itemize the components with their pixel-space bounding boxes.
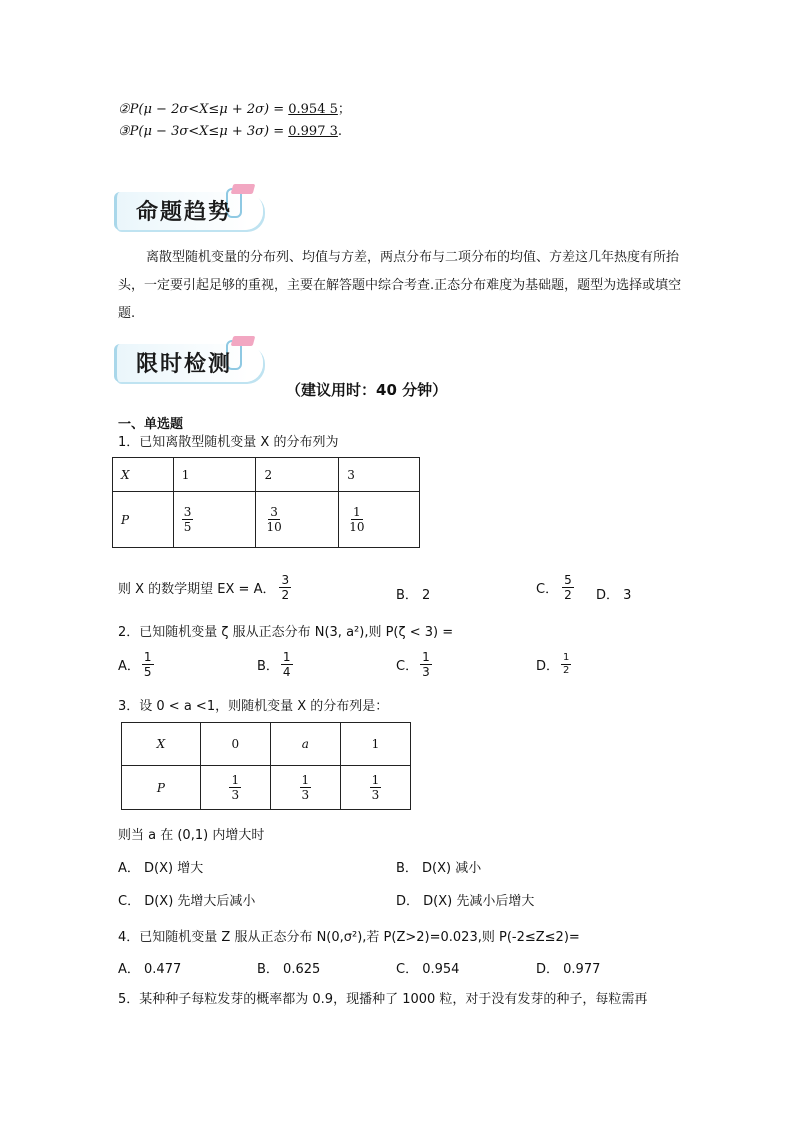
q1-header-x: X (113, 458, 174, 492)
q1-prob-2 (256, 492, 339, 548)
formula-2sigma-expr: ②P(μ − 2σ<X≤μ + 2σ) = (118, 102, 289, 117)
q2-optC-label: C． (396, 659, 419, 674)
ribbon-icon (231, 184, 256, 194)
q2-optC-den: 3 (422, 665, 430, 679)
formula-3sigma-value: 0.997 3 (288, 124, 338, 139)
section-title-test: 限时检测 (136, 352, 233, 377)
q3-header-1: 1 (340, 723, 410, 766)
q1-prob-3 (339, 492, 420, 548)
section-banner-trend (114, 188, 264, 232)
q3-prob-0-num: 1 (231, 773, 240, 787)
ribbon-icon (231, 336, 256, 346)
q3-header-x: X (122, 723, 201, 766)
section-title-trend: 命题趋势 (136, 200, 233, 225)
q1-distribution-table (112, 457, 420, 548)
q3-label-p: P (122, 766, 201, 810)
q1-prob-2-num: 3 (270, 505, 278, 519)
q2-stem: 2．已知随机变量 ζ 服从正态分布 N(3, a²),则 P(ζ < 3) = (118, 625, 454, 640)
section-banner-test (114, 340, 264, 384)
q1-header-1: 1 (173, 458, 256, 492)
q4-option-a[interactable]: A． 0.477 (118, 962, 182, 977)
q2-optB-den: 4 (282, 665, 291, 679)
q4-stem: 4．已知随机变量 Z 服从正态分布 N(0,σ²),若 P(Z>2)=0.023,则 P(-2≤Z≤2)= (118, 930, 580, 945)
q3-header-0: 0 (200, 723, 270, 766)
q1-optC-num: 5 (564, 573, 572, 587)
q3-prob-1-den: 3 (371, 788, 380, 802)
q1-optA-den: 2 (281, 588, 290, 602)
q4-option-b[interactable]: B． 0.625 (257, 962, 321, 977)
q3-option-b[interactable]: B． D(X) 减小 (396, 861, 482, 876)
q3-option-c[interactable]: C． D(X) 先增大后减小 (118, 894, 256, 909)
q1-prob-1-den: 5 (183, 520, 192, 534)
q3-header-a: a (270, 723, 340, 766)
q1-option-d[interactable]: D． 3 (596, 588, 632, 603)
q3-prob-a-num: 1 (301, 773, 310, 787)
q2-optA-den: 5 (143, 665, 152, 679)
trend-paragraph: 离散型随机变量的分布列、均值与方差，两点分布与二项分布的均值、方差这几年热度有所抬头，一定要引起足够的重视，主要在解答题中综合考查.正态分布难度为基础题，题型为选择或填空题. (118, 250, 682, 321)
q3-option-a[interactable]: A． D(X) 增大 (118, 861, 204, 876)
formula-2sigma-end: ； (337, 102, 351, 117)
q1-prob-2-den: 10 (266, 520, 282, 534)
q2-optA-label: A． (118, 659, 140, 674)
q3-distribution-table (121, 722, 411, 810)
formula-3sigma-expr: ③P(μ − 3σ<X≤μ + 3σ) = (118, 124, 289, 139)
q2-optD-den: 2 (563, 665, 570, 676)
q1-prob-3-num: 1 (353, 505, 361, 519)
formula-3sigma (118, 124, 342, 139)
q2-optB-label: B． (257, 659, 279, 674)
q1-optC-label: C． (536, 582, 559, 597)
q1-option-c[interactable] (536, 573, 574, 602)
q4-option-d[interactable]: D． 0.977 (536, 962, 601, 977)
q4-option-c[interactable]: C． 0.954 (396, 962, 460, 977)
formula-2sigma-value: 0.954 5 (288, 102, 338, 117)
q2-optD-label: D． (536, 659, 560, 674)
q2-optB-num: 1 (282, 650, 291, 664)
q3-prob-1-num: 1 (371, 773, 380, 787)
q3-prob-a (270, 766, 340, 810)
formula-2sigma (118, 98, 351, 117)
q3-option-d[interactable]: D． D(X) 先减小后增大 (396, 894, 535, 909)
q2-optA-num: 1 (143, 650, 152, 664)
q1-optA-num: 3 (281, 573, 290, 587)
q5-stem: 5．某种种子每粒发芽的概率都为 0.9，现播种了 1000 粒，对于没有发芽的种子，每粒需再 (118, 992, 648, 1007)
q3-prob-0 (200, 766, 270, 810)
q3-prob-a-den: 3 (301, 788, 310, 802)
q3-prob-0-den: 3 (231, 788, 240, 802)
q1-prob-1 (173, 492, 256, 548)
q1-option-b[interactable]: B． 2 (396, 588, 431, 603)
q1-header-2: 2 (256, 458, 339, 492)
q1-prob-1-num: 3 (183, 505, 192, 519)
formula-3sigma-end: . (337, 124, 343, 139)
q2-option-b[interactable] (257, 650, 293, 679)
q2-option-a[interactable] (118, 650, 154, 679)
q3-stem: 3．设 0 < a <1，则随机变量 X 的分布列是： (118, 699, 389, 714)
q1-optC-den: 2 (564, 588, 572, 602)
q3-prob-1 (340, 766, 410, 810)
q1-label-p: P (113, 492, 174, 548)
q2-optD-num: 1 (563, 652, 570, 663)
q1-answer-line (118, 573, 291, 602)
q2-option-c[interactable] (396, 650, 432, 679)
q1-stem: 1．已知离散型随机变量 X 的分布列为 (118, 435, 339, 450)
q1-answer-stem: 则 X 的数学期望 EX = A． (118, 582, 276, 597)
q2-option-d[interactable] (536, 652, 571, 677)
time-note: （建议用时：40 分钟） (286, 381, 448, 399)
q1-prob-3-den: 10 (349, 520, 365, 534)
q3-condition: 则当 a 在 (0,1) 内增大时 (118, 828, 265, 843)
q1-header-3: 3 (339, 458, 420, 492)
q2-optC-num: 1 (422, 650, 430, 664)
part-heading: 一、单选题 (118, 417, 184, 432)
